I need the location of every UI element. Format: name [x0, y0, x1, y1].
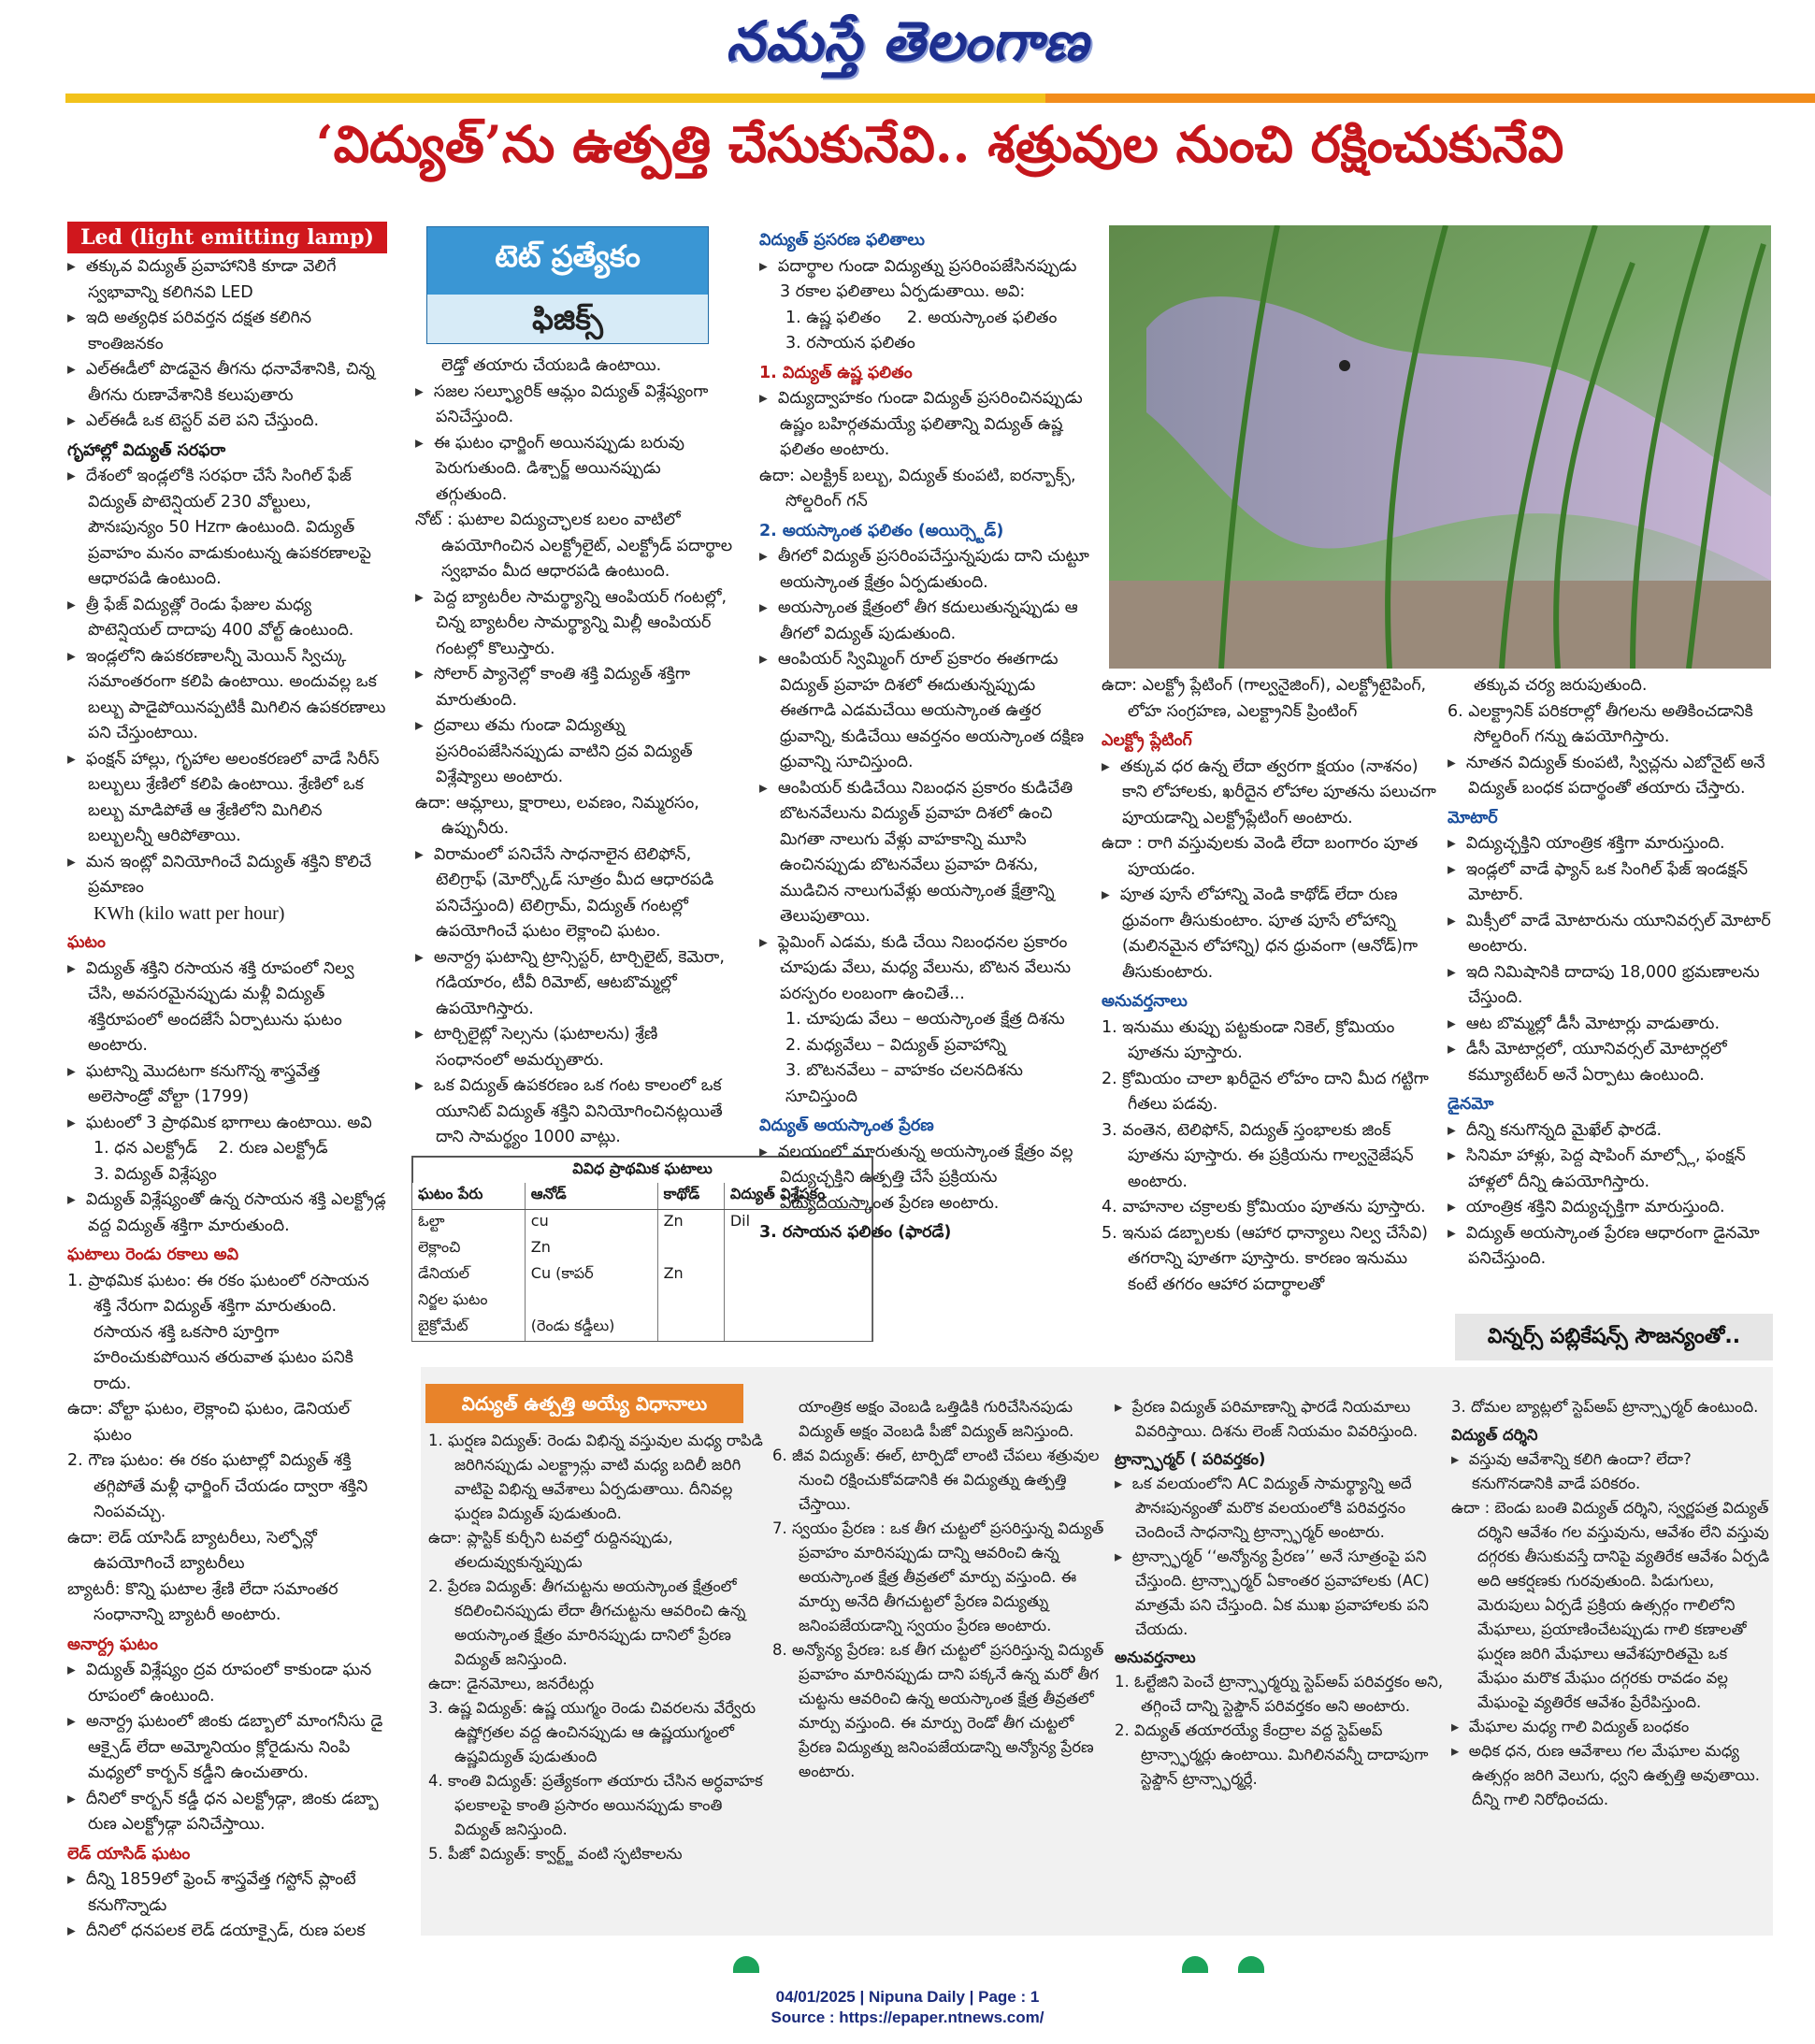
list-item: ▸ ఒక వలయంలోని AC విద్యుత్ సామర్థ్యాన్ని అదే పౌనఃపున్యంతో మరొక వలయంలోకి పరివర్తనం చెందించే సాధనాన్ని ట్రాన్స్ఫార్మర్ అంటారు. — [1115, 1472, 1444, 1545]
list-item: 1. ప్రాథమిక ఘటం: ఈ రకం ఘటంలో రసాయన శక్తి నేరుగా విద్యుత్ శక్తిగా మారుతుంది. రసాయన శక్తి ఒకసారి పూర్తిగా హరించుకుపోయిన తరువాత ఘటం పనికి రాదు. — [67, 1271, 369, 1393]
section-title: 1. విద్యుత్ ఉష్ణ ఫలితం — [759, 363, 913, 382]
list-item: ▸ ఈ ఘటం ఛార్జింగ్ అయినప్పుడు బరువు పెరుగుతుంది. డిశ్చార్జ్ అయినప్పుడు తగ్గుతుంది. — [415, 431, 733, 509]
list-item: ▸ డీసీ మోటార్లలో, యూనివర్సల్ మోటార్లలో కమ్యూటేటర్ అనే ఏర్పాటు ఉంటుంది. — [1448, 1037, 1775, 1088]
list-item: ▸ తక్కువ ధర ఉన్న లేదా త్వరగా క్షయం (నాశనం) కాని లోహాలకు, ఖరీదైన లోహాల పూతను పలుచగా పూయడాన్ని ఎలక్ట్రోప్లేటింగ్ అంటారు. — [1102, 755, 1438, 832]
list-item: ▸ మేఘాల మధ్య గాలి విద్యుత్ బంధకం — [1451, 1715, 1771, 1739]
table-row: నిర్జల ఘటం — [412, 1288, 872, 1315]
section-title: ట్రాన్స్ఫార్మర్ ( పరివర్తకం) — [1115, 1450, 1266, 1468]
list-item: 3. విద్యుత్ విశ్లేష్యం — [94, 1164, 217, 1184]
column-3 — [759, 228, 1092, 1246]
table-row: బైక్రోమేట్ (రెండు కడ్డీలు) — [412, 1315, 872, 1341]
section-title: అనువర్తనాలు — [1102, 992, 1188, 1011]
decoration — [1238, 1956, 1264, 1973]
list-item: ▸ పదార్థాల గుండా విద్యుత్ను ప్రసరింపజేసినప్పుడు 3 రకాల ఫలితాలు ఏర్పడుతాయి. అవి: — [759, 254, 1092, 306]
list-item: ▸ ఎల్ఈడీలో పొడవైన తీగను ధనావేశానికి, చిన్న తీగను రుణావేశానికి కలుపుతారు — [67, 357, 387, 409]
section-title: 3. రసాయన ఫలితం (ఫారడే) — [759, 1223, 952, 1242]
footer-date: 04/01/2025 | Nipuna Daily | Page : 1 — [775, 1988, 1040, 2006]
list-item: ▸ విద్యుత్ అయస్కాంత ప్రేరణ ఆధారంగా డైనమో పనిచేస్తుంది. — [1448, 1221, 1775, 1273]
list-item: ▸ పూత పూసే లోహాన్ని వెండి కాథోడ్ లేదా రుణ ధ్రువంగా తీసుకుంటాం. పూత పూసే లోహాన్ని (మలినమైన లోహాన్ని) ధన ధ్రువంగా (ఆనోడ్)గా తీసుకుంటారు. — [1102, 883, 1438, 986]
footer — [0, 1987, 1815, 2028]
credit-box: విన్నర్స్ పబ్లికేషన్స్ సౌజన్యంతో.. — [1455, 1314, 1773, 1360]
column-4 — [1102, 673, 1438, 1298]
list-item: ▸ దీన్ని 1859లో ఫ్రెంచ్ శాస్త్రవేత్త గస్టోన్ ప్లాంటే కనుగొన్నాడు — [67, 1867, 387, 1919]
list-item: 3. ఉష్ణ విద్యుత్: ఉష్ణ యుగ్మం రెండు చివరలను వేర్వేరు ఉష్ణోగ్రతల వద్ద ఉంచినప్పుడు ఆ ఉష్ణయుగ్మంలో ఉష్ణవిద్యుత్ పుడుతుంది — [428, 1699, 756, 1765]
list-item: 6. ఎలక్ట్రానిక్ పరికరాల్లో తీగలను అతికించడానికి సోల్డరింగ్ గన్ను ఉపయోగిస్తారు. — [1448, 701, 1753, 746]
table-header: ఆనోడ్ — [525, 1183, 657, 1210]
list-item: ▸ ట్రాన్స్ఫార్మర్ ‘‘అన్యోన్య ప్రేరణ’’ అనే సూత్రంపై పని చేస్తుంది. ట్రాన్స్ఫార్మర్ ఏకాంతర ప్రవాహాలకు (AC) మాత్రమే పని చేస్తుంది. ఏక ముఖ ప్రవాహాలకు పని చేయదు. — [1115, 1545, 1444, 1642]
list-item: బ్యాటరీ: కొన్ని ఘటాల శ్రేణి లేదా సమాంతర సంధానాన్ని బ్యాటరీ అంటారు. — [67, 1579, 339, 1624]
list-item: ▸ ఫంక్షన్ హాల్లు, గృహాల అలంకరణలో వాడే సిరీస్ బల్బులు శ్రేణిలో కలిపి ఉంటాయి. శ్రేణిలో ఒక బల్బు మాడిపోతే ఆ శ్రేణిలోని మిగిలిన బల్బులన్నీ ఆరిపోతాయి. — [67, 747, 387, 850]
methods-column-4 — [1451, 1395, 1771, 1812]
methods-column-1 — [428, 1429, 765, 1866]
finger-row: 1. చూపుడు వేలు – అయస్కాంత క్షేత్ర దిశను — [785, 1010, 1065, 1029]
methods-column-3 — [1115, 1395, 1444, 1792]
methods-column-2 — [772, 1395, 1109, 1784]
list-item: ▸ అనార్ద్ర ఘటంలో జింకు డబ్బాలో మాంగనీసు డై ఆక్సైడ్ లేదా అమ్మోనియం క్లోరైడును నింపి మధ్యలో కార్బన్ కడ్డీని ఉంచుతారు. — [67, 1709, 387, 1787]
list-item: ▸ సజల సల్ఫ్యూరిక్ ఆమ్లం విద్యుత్ విశ్లేష్యంగా పనిచేస్తుంది. — [415, 380, 733, 431]
table-header: విద్యుత్ విశ్లేషకం — [724, 1183, 871, 1210]
list-item: 4. కాంతి విద్యుత్: ప్రత్యేకంగా తయారు చేసిన అర్ధవాహక ఫలకాలపై కాంతి ప్రసారం అయినప్పుడు కాంతి విద్యుత్ జనిస్తుంది. — [428, 1772, 763, 1838]
table-header: కాథోడ్ — [657, 1183, 724, 1210]
list-item: 5. ఇనుప డబ్బాలకు (ఆహార ధాన్యాలు నిల్వ చేసేవి) తగరాన్ని పూతగా పూస్తారు. కారణం ఇనుము కంటే తగరం ఆహార పదార్థాలతో — [1102, 1223, 1428, 1294]
list-item: 2. గౌణ ఘటం: ఈ రకం ఘటాల్లో విద్యుత్ శక్తి తగ్గిపోతే మళ్లీ ఛార్జింగ్ చేయడం ద్వారా శక్తిని నింపవచ్చు. — [67, 1451, 368, 1521]
list-item: ▸ ఎల్ఈడీ ఒక టెస్టర్ వలె పని చేస్తుంది. — [67, 409, 387, 435]
text: యాంత్రిక అక్షం వెంబడి ఒత్తిడికి గురిచేసినపుడు విద్యుత్ అక్షం వెంబడి పీజో విద్యుత్ జనిస్తుంది. — [799, 1398, 1074, 1440]
masthead-title: నమస్తే తెలంగాణ — [726, 9, 1089, 73]
list-item: ▸ ప్రేరణ విద్యుత్ పరిమాణాన్ని ఫారడే నియమాలు వివరిస్తాయి. దిశను లెంజ్ నియమం వివరిస్తుంది. — [1115, 1395, 1444, 1444]
list-item: ▸ ఆంపియర్ కుడిచేయి నిబంధన ప్రకారం కుడిచేతి బొటనవేలును విద్యుత్ ప్రవాహ దిశలో ఉంచి మిగతా నాలుగు వేళ్లు వాహకాన్ని మూసి ఉంచినప్పుడు బొటనవేలు ప్రవాహ దిశను, ముడిచిన నాలుగువేళ్లు అయస్కాంత క్షేత్రాన్ని తెలుపుతాయి. — [759, 776, 1092, 930]
column-1 — [67, 254, 387, 1945]
list-item: ▸ ఫ్లెమింగ్ ఎడమ, కుడి చేయి నిబంధనల ప్రకారం చూపుడు వేలు, మధ్య వేలును, బొటన వేలును పరస్పరం లంబంగా ఉంచితే... — [759, 930, 1092, 1008]
example: ఉదా: ఎలక్ట్రిక్ బల్బు, విద్యుత్ కుంపటి, ఐరన్బాక్స్, సోల్డరింగ్ గన్ — [759, 466, 1076, 511]
tet-title: టెట్ ప్రత్యేకం — [495, 238, 641, 274]
list-item: 6. జీవ విద్యుత్: ఈల్, టార్పిడో లాంటి చేపలు శత్రువుల నుంచి రక్షించుకోవడానికి ఈ విద్యుత్ను ఉత్పత్తి చేస్తాయి. — [772, 1447, 1100, 1513]
list-item: ▸ వస్తువు ఆవేశాన్ని కలిగి ఉందా? లేదా? కనుగొనడానికి వాడే పరికరం. — [1451, 1447, 1771, 1496]
list-item: ▸ యాంత్రిక శక్తిని విద్యుచ్ఛక్తిగా మారుస్తుంది. — [1448, 1195, 1775, 1221]
example: ఉదా: ప్లాస్టిక్ కుర్చీని టవల్తో రుద్దినప్పుడు, తలదువ్వుకున్నప్పుడు — [428, 1529, 673, 1571]
list-item: ▸ ఇది నిమిషానికి దాదాపు 18,000 భ్రమణాలను చేస్తుంది. — [1448, 960, 1775, 1012]
table-row: ఓల్టా cu Zn Dil — [412, 1210, 872, 1237]
list-item: 7. స్వయం ప్రేరణ : ఒక తీగ చుట్టలో ప్రసరిస్తున్న విద్యుత్ ప్రవాహం మారినప్పుడు దాన్ని ఆవరించి ఉన్న అయస్కాంత క్షేత్ర తీవ్రతలో మార్పు వస్తుంది. ఈ మార్పు అనేది తీగచుట్టలో ప్రేరణ విద్యుత్ను జనింపజేయడాన్ని స్వయం ప్రేరణ అంటారు. — [772, 1519, 1104, 1634]
section-title: లెడ్ యాసిడ్ ఘటం — [67, 1844, 191, 1864]
electric-eel-photo — [1109, 225, 1771, 669]
list-item: 2. విద్యుత్ తయారయ్యే కేంద్రాల వద్ద స్టెప్అప్ ట్రాన్స్ఫార్మర్లు ఉంటాయి. మిగిలినవన్నీ దాదాపుగా స్టెప్డౌన్ ట్రాన్స్ఫార్మర్లే. — [1115, 1721, 1429, 1788]
section-title: డైనమో — [1448, 1095, 1494, 1114]
example: ఉదా: లెడ్ యాసిడ్ బ్యాటరీలు, సెల్ఫోన్లో ఉపయోగించే బ్యాటరీలు — [67, 1528, 317, 1573]
example: ఉదా: ఆమ్లాలు, క్షారాలు, లవణం, నిమ్మరసం, ఉప్పునీరు. — [415, 793, 699, 838]
list-item: 1. ఓల్టేజిని పెంచే ట్రాన్స్ఫార్మర్ను స్టెప్అప్ పరివర్తకం అని, తగ్గించే దాన్ని స్టెప్డౌన్ పరివర్తకం అని అంటారు. — [1115, 1673, 1444, 1715]
list-item: ▸ ఆంపియర్ స్విమ్మింగ్ రూల్ ప్రకారం ఈతగాడు విద్యుత్ ప్రవాహ దిశలో ఈదుతున్నప్పుడు ఈతగాడి ఎడమచేయి అయస్కాంత ఉత్తర ధ్రువాన్ని, కుడిచేయి ఆవర్తనం అయస్కాంత దక్షిణ ధ్రువాన్ని సూచిస్తుంది. — [759, 647, 1092, 776]
table-header: ఘటం పేరు — [412, 1183, 525, 1210]
list-item: ▸ వలయంలో మారుతున్న అయస్కాంత క్షేత్రం వల్ల విద్యుచ్ఛక్తిని ఉత్పత్తి చేసే ప్రక్రియను విద్యుదయస్కాంత ప్రేరణ అంటారు. — [759, 1140, 1092, 1217]
example: ఉదా: ఎలక్ట్రో ప్లేటింగ్ (గాల్వనైజింగ్), ఎలక్ట్రోటైపింగ్, లోహ సంగ్రహణ, ఎలక్ట్రానిక్ ప్రింటింగ్ — [1102, 676, 1427, 721]
list-item: ▸ విద్యుత్ శక్తిని రసాయన శక్తి రూపంలో నిల్వ చేసి, అవసరమైనప్పుడు మళ్లీ విద్యుత్ శక్తిరూపంలో అందజేసే ఏర్పాటును ఘటం అంటారు. — [67, 957, 387, 1059]
tet-subject: ఫిజిక్స్ — [427, 295, 708, 343]
list-item: 3. వంతెన, టెలిఫోన్, విద్యుత్ స్తంభాలకు జింక్ పూతను పూస్తారు. ఈ ప్రక్రియను గాల్వనైజేషన్ అంటారు. — [1102, 1120, 1414, 1191]
example: ఉదా: డైనమోలు, జనరేటర్లు — [428, 1675, 595, 1692]
section-title: విద్యుత్ అయస్కాంత ప్రేరణ — [759, 1116, 934, 1135]
example: ఉదా : బెండు బంతి విద్యుత్ దర్శిని, స్వర్ణపత్ర విద్యుత్ దర్శిని ఆవేశం గల వస్తువును, ఆవేశం లేని వస్తువు దగ్గరకు తీసుకువస్తే దానిపై వ్యతిరేక ఆవేశం ఏర్పడి అది ఆకర్షణకు గురవుతుంది. పిడుగులు, మెరుపులు ఏర్పడే ప్రక్రియ ఉత్సర్గం గాలిలోని మేఘాలు, ప్రయాణించేటప్పుడు గాలి కణాలతో ఘర్షణ జరిగి మేఘాలు ఆవేశపూరితమై ఒక మేఘం మరొక మేఘం దగ్గరకు రావడం వల్ల మేఘంపై వ్యతిరేక ఆవేశం ప్రేరేపిస్తుంది. — [1451, 1499, 1770, 1711]
list-item: ▸ మిక్సీలో వాడే మోటారును యూనివర్సల్ మోటార్ అంటారు. — [1448, 909, 1775, 960]
list-item: 5. పీజో విద్యుత్: క్వార్ట్జ్ వంటి స్ఫటికాలను — [428, 1845, 683, 1863]
example: ఉదా: వోల్టా ఘటం, లెక్లాంచి ఘటం, డెనియల్ ఘటం — [67, 1400, 351, 1445]
section-title: ఘటాలు రెండు రకాలు అవి — [67, 1245, 239, 1264]
decoration — [1182, 1956, 1208, 1973]
list-item: 8. అన్యోన్య ప్రేరణ: ఒక తీగ చుట్టలో ప్రసరిస్తున్న విద్యుత్ ప్రవాహం మారినప్పుడు దాని పక్కనే ఉన్న మరో తీగ చుట్టను ఆవరించి ఉన్న అయస్కాంత క్షేత్ర తీవ్రతలో మార్పు వస్తుంది. ఈ మార్పు రెండో తీగ చుట్టలో ప్రేరణ విద్యుత్ను జనింపజేయడాన్ని అన్యోన్య ప్రేరణ అంటారు. — [772, 1641, 1104, 1780]
list-item: ▸ మన ఇంట్లో వినియోగించే విద్యుత్ శక్తిని కొలిచే ప్రమాణం — [67, 850, 387, 901]
list-item: ▸ ఇండ్లలో వాడే ఫ్యాన్ ఒక సింగిల్ ఫేజ్ ఇండక్షన్ మోటార్. — [1448, 857, 1775, 909]
section-title: గృహాల్లో విద్యుత్ సరఫరా — [67, 440, 226, 460]
list-item: ▸ ఘటంలో 3 ప్రాథమిక భాగాలు ఉంటాయి. అవి — [67, 1111, 387, 1137]
list-item: ▸ విద్యుత్ విశ్లేష్యంతో ఉన్న రసాయన శక్తి ఎలక్ట్రోడ్ల వద్ద విద్యుత్ శక్తిగా మారుతుంది. — [67, 1188, 387, 1239]
led-banner: Led (light emitting lamp) — [67, 222, 387, 253]
list-item: ▸ ఇది అత్యధిక పరివర్తన దక్షత కలిగిన కాంతిజనకం — [67, 306, 387, 357]
section-title: మోటార్ — [1448, 808, 1498, 828]
finger-row: 3. బొటనవేలు – వాహకం చలనదిశను సూచిస్తుంది — [785, 1061, 1023, 1106]
list-item: ▸ పెద్ద బ్యాటరీల సామర్థ్యాన్ని ఆంపియర్ గంటల్లో, చిన్న బ్యాటరీల సామర్థ్యాన్ని మిల్లీ ఆంపియర్ గంటల్లో కొలుస్తారు. — [415, 585, 733, 663]
headline: ‘విద్యుత్’ను ఉత్పత్తి చేసుకునేవి.. శత్రువుల నుంచి రక్షించుకునేవి — [315, 114, 1564, 174]
kwh-unit: KWh (kilo watt per hour) — [94, 902, 285, 924]
list-item: ▸ తక్కువ విద్యుత్ ప్రవాహానికి కూడా వెలిగే స్వభావాన్ని కలిగినవి LED — [67, 254, 387, 306]
eel-image — [1109, 225, 1771, 669]
list-item: ▸ విద్యుత్ విశ్లేష్యం ద్రవ రూపంలో కాకుండా ఘన రూపంలో ఉంటుంది. — [67, 1658, 387, 1709]
list-item: ▸ ఇండ్లలోని ఉపకరణాలన్నీ మెయిన్ స్విచ్కు సమాంతరంగా కలిపి ఉంటాయి. అందువల్ల ఒక బల్బు పాడైపోయినప్పటికీ మిగిలిన ఉపకరణాలు పని చేస్తుంటాయి. — [67, 644, 387, 747]
table-caption: వివిధ ప్రాథమిక ఘటాలు — [412, 1157, 872, 1183]
list-item: ▸ తీగలో విద్యుత్ ప్రసరింపచేస్తున్నపుడు దాని చుట్టూ అయస్కాంత క్షేత్రం ఏర్పడుతుంది. — [759, 544, 1092, 596]
table-row: లెక్లాంచి Zn — [412, 1236, 872, 1262]
table-row: డేనియల్ Cu (కాపర్ Zn — [412, 1262, 872, 1288]
list-item: 1. ఇనుము తుప్పు పట్టకుండా నికెల్, క్రోమియం పూతను పూస్తారు. — [1102, 1017, 1395, 1062]
list-item: ▸ నూతన విద్యుత్ కుంపటి, స్విచ్లను ఎబోనైట్ అనే విద్యుత్ బంధక పదార్థంతో తయారు చేస్తారు. — [1448, 751, 1775, 802]
example: ఉదా : రాగి వస్తువులకు వెండి లేదా బంగారం పూత పూయడం. — [1102, 834, 1419, 879]
list-item: ▸ అనార్ద్ర ఘటాన్ని ట్రాన్సిస్టర్, టార్చిలైట్, కెమెరా, గడియారం, టీవీ రిమోట్, ఆటబొమ్మల్లో ఉపయోగిస్తారు. — [415, 945, 733, 1023]
list-item: ▸ దేశంలో ఇండ్లలోకి సరఫరా చేసే సింగిల్ ఫేజ్ విద్యుత్ పొటెన్షియల్ 230 వోల్టులు, పౌనఃపున్యం 50 Hzగా ఉంటుంది. విద్యుత్ ప్రవాహం మనం వాడుకుంటున్న ఉపకరణాలపై ఆధారపడి ఉంటుంది. — [67, 464, 387, 593]
section-title: విద్యుత్ దర్శిని — [1451, 1426, 1538, 1444]
list-item: ▸ సోలార్ ప్యానెల్లో కాంతి శక్తి విద్యుత్ శక్తిగా మారుతుంది. — [415, 662, 733, 713]
column-5 — [1448, 673, 1775, 1273]
note: నోట్ : ఘటాల విద్యుచ్ఛాలక బలం వాటిలో ఉపయోగించిన ఎలక్ట్రోలైట్, ఎలక్ట్రోడ్ పదార్థాల స్వభావం మీద ఆధారపడి ఉంటుంది. — [415, 511, 733, 581]
text: తక్కువ చర్య జరుపుతుంది. — [1474, 676, 1648, 695]
text: లెడ్తో తయారు చేయబడి ఉంటాయి. — [441, 356, 662, 375]
list-item: ▸ ఆట బొమ్మల్లో డీసీ మోటార్లు వాడుతారు. — [1448, 1012, 1775, 1038]
list-item: ▸ విద్యుచ్ఛక్తిని యాంత్రిక శక్తిగా మారుస్తుంది. — [1448, 831, 1775, 857]
section-title: అనువర్తనాలు — [1115, 1648, 1196, 1666]
list-item: 1. ఘర్షణ విద్యుత్: రెండు విభిన్న వస్తువుల మధ్య రాపిడి జరిగినప్పుడు ఎలక్ట్రాన్లు వాటి మధ్య బదిలీ జరిగి వాటిపై విభిన్న ఆవేశాలు ఏర్పడుతాయి. దీనివల్ల ఘర్షణ విద్యుత్ పుడుతుంది. — [428, 1432, 763, 1522]
section-title: ఎలక్ట్రో ప్లేటింగ్ — [1102, 731, 1192, 750]
top-rule-orange — [1045, 94, 1815, 103]
section-title: 2. అయస్కాంత ఫలితం (అయిర్స్టెడ్) — [759, 521, 1004, 540]
list-item: ▸ విద్యుద్వాహకం గుండా విద్యుత్ ప్రసరించినప్పుడు ఉష్ణం బహిర్గతమయ్యే ఫలితాన్ని విద్యుత్ ఉష్ణ ఫలితం అంటారు. — [759, 386, 1092, 464]
list-item: 3. దోమల బ్యాట్లలో స్టెప్అప్ ట్రాన్స్ఫార్మర్ ఉంటుంది. — [1451, 1398, 1759, 1416]
decoration — [733, 1956, 759, 1973]
list-item: ▸ సినిమా హాళ్లు, పెద్ద షాపింగ్ మాల్స్లో, ఫంక్షన్ హాళ్లలో దీన్ని ఉపయోగిస్తారు. — [1448, 1144, 1775, 1195]
list-item: ▸ దీనిలో ధనపలక లెడ్ డయాక్సైడ్, రుణ పలక — [67, 1919, 387, 1945]
section-title: ఘటం — [67, 933, 106, 952]
masthead — [0, 0, 1815, 89]
footer-source: Source : https://epaper.ntnews.com/ — [771, 2008, 1044, 2026]
list-item: 3. రసాయన ఫలితం — [785, 334, 915, 353]
list-item: ▸ ఒక విద్యుత్ ఉపకరణం ఒక గంట కాలంలో ఒక యూనిట్ విద్యుత్ శక్తిని వినియోగించినట్లయితే దాని సామర్థ్యం 1000 వాట్లు. — [415, 1073, 733, 1151]
section-title: అనార్ద్ర ఘటం — [67, 1634, 158, 1654]
column-2 — [415, 353, 733, 1151]
list-item: ▸ ఘటాన్ని మొదటగా కనుగొన్న శాస్త్రవేత్త అలెసాండ్రో వోల్టా (1799) — [67, 1059, 387, 1111]
list-item: ▸ దీన్ని కనుగొన్నది మైఖేల్ ఫారడే. — [1448, 1118, 1775, 1144]
finger-row: 2. మధ్యవేలు – విద్యుత్ ప్రవాహాన్ని — [785, 1035, 1006, 1055]
list-item: 2. ప్రేరణ విద్యుత్: తీగచుట్టను అయస్కాంత క్షేత్రంలో కదిలించినప్పుడు లేదా తీగచుట్టను ఆవరించి ఉన్న అయస్కాంత క్షేత్రం మారినప్పుడు దానిలో ప్రేరణ విద్యుత్ జనిస్తుంది. — [428, 1577, 746, 1668]
top-rule-yellow — [65, 94, 1045, 103]
list-item: ▸ ద్రవాలు తమ గుండా విద్యుత్ను ప్రసరింపజేసినప్పుడు వాటిని ద్రవ విద్యుత్ విశ్లేష్యాలు అంటారు. — [415, 713, 733, 791]
effects-list: 1. ఉష్ణ ఫలితం 2. అయస్కాంత ఫలితం — [785, 308, 1058, 327]
list-item: ▸ త్రీ ఫేజ్ విద్యుత్లో రెండు ఫేజుల మధ్య పొటెన్షియల్ దాదాపు 400 వోల్ట్ ఉంటుంది. — [67, 593, 387, 644]
parts-list: 1. ధన ఎలక్ట్రోడ్ 2. రుణ ఎలక్ట్రోడ్ — [94, 1139, 328, 1158]
list-item: ▸ అధిక ధన, రుణ ఆవేశాలు గల మేఘాల మధ్య ఉత్సర్గం జరిగి వెలుగు, ధ్వని ఉత్పత్తి అవుతాయి. దీన్ని గాలి నిరోధించదు. — [1451, 1739, 1771, 1812]
list-item: ▸ అయస్కాంత క్షేత్రంలో తీగ కదులుతున్నప్పుడు ఆ తీగలో విద్యుత్ పుడుతుంది. — [759, 596, 1092, 647]
list-item: 2. క్రోమియం చాలా ఖరీదైన లోహం దాని మీద గట్టిగా గీతలు పడవు. — [1102, 1069, 1429, 1114]
list-item: ▸ దీనిలో కార్బన్ కడ్డీ ధన ఎలక్ట్రోడ్గా, జింకు డబ్బా రుణ ఎలక్ట్రోడ్గా పనిచేస్తాయి. — [67, 1787, 387, 1838]
list-item: ▸ విరామంలో పనిచేసే సాధనాలైన టెలిఫోన్, టెలిగ్రాఫ్ (మోర్స్కోడ్ సూత్రం మీద ఆధారపడి పనిచేస్తుంది) టెలిగ్రామ్, విద్యుత్ గంటల్లో ఉపయోగించే ఘటం లెక్లాంచి ఘటం. — [415, 842, 733, 945]
tet-special-box — [426, 226, 709, 344]
methods-banner: విద్యుత్ ఉత్పత్తి అయ్యే విధానాలు — [425, 1384, 743, 1423]
list-item: ▸ టార్చిలైట్లో సెల్సను (ఘటాలను) శ్రేణి సంధానంలో అమర్చుతారు. — [415, 1022, 733, 1073]
list-item: 4. వాహనాల చక్రాలకు క్రోమియం పూతను పూస్తారు. — [1102, 1198, 1426, 1216]
section-title: విద్యుత్ ప్రసరణ ఫలితాలు — [759, 231, 925, 250]
